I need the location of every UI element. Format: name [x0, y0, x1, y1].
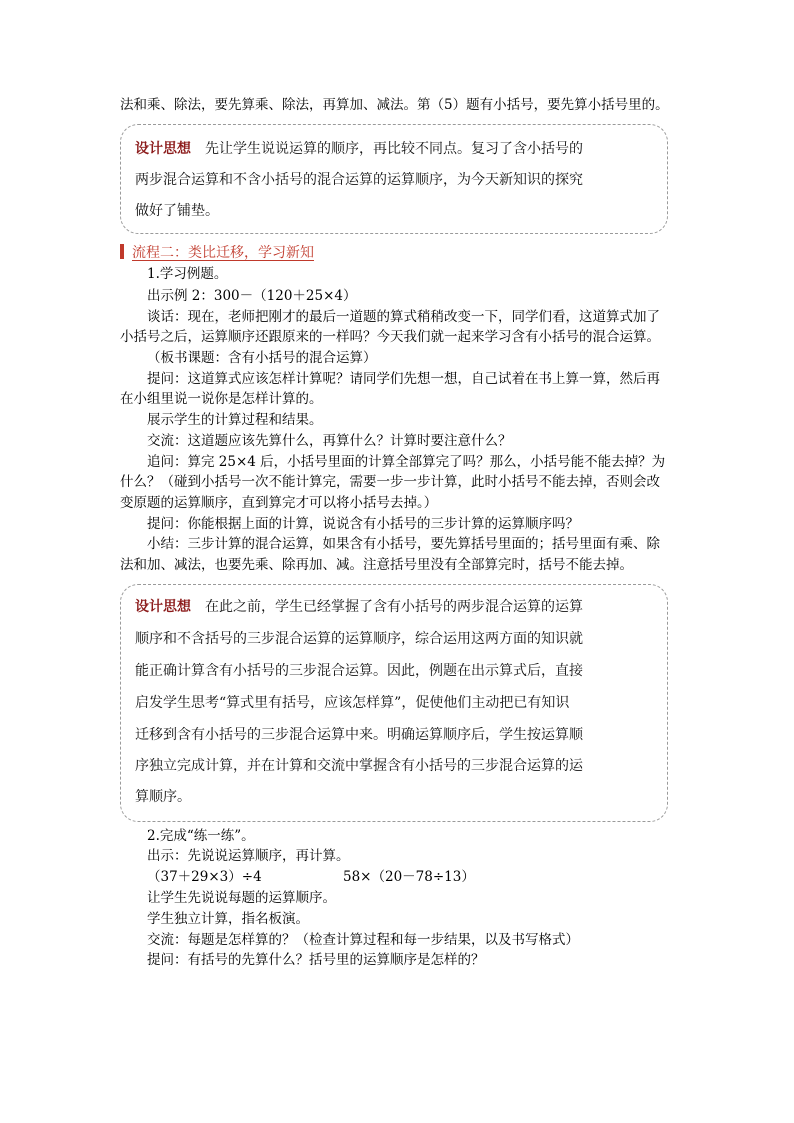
design-note-label: 设计思想	[135, 599, 191, 615]
section-heading-text: 流程二：类比迁移，学习新知	[132, 245, 314, 261]
paragraph-line: 法和加、减法，也要先乘、除再加、减。注意括号里没有全部算完时，括号不能去掉。	[120, 557, 633, 573]
design-note-line: 两步混合运算和不含小括号的混合运算的运算顺序，为今天新知识的探究	[135, 172, 583, 188]
paragraph-line: 交流：每题是怎样算的？（检查计算过程和每一步结果，以及书写格式）	[147, 932, 579, 948]
paragraph-line: 变原题的运算顺序，直到算完才可以将小括号去掉。）	[120, 495, 438, 511]
design-note-line: 迁移到含有小括号的三步混合运算中来。明确运算顺序后，学生按运算顺	[135, 727, 583, 743]
paragraph-line: 展示学生的计算过程和结果。	[147, 412, 323, 428]
design-note-line	[135, 138, 655, 160]
design-note-line: 做好了铺垫。	[135, 203, 219, 219]
heading-bar-icon	[120, 244, 124, 259]
paragraph-line: 谈话：现在，老师把刚才的最后一道题的算式稍稍改变一下，同学们看，这道算式加了	[147, 309, 660, 325]
design-note-box	[120, 584, 668, 822]
paragraph-line: 什么？（碰到小括号一次不能计算完，需要一步一步计算，此时小括号不能去掉，否则会改	[120, 474, 660, 490]
design-note-line	[135, 596, 655, 618]
design-note-label: 设计思想	[135, 141, 191, 157]
paragraph-line: 提问：有括号的先算什么？括号里的运算顺序是怎样的？	[147, 952, 485, 968]
paragraph-line: 1.学习例题。	[147, 266, 228, 282]
design-note-text: 先让学生说说运算的顺序，再比较不同点。复习了含小括号的	[205, 141, 583, 157]
paragraph-line: 出示例 2：300－（120＋25×4）	[147, 288, 357, 304]
paragraph-line: 提问：这道算式应该怎样计算呢？请同学们先想一想，自己试着在书上算一算，然后再	[147, 371, 660, 387]
paragraph-line: 交流：这道题应该先算什么，再算什么？计算时要注意什么？	[147, 433, 512, 449]
design-note-line: 序独立完成计算，并在计算和交流中掌握含有小括号的三步混合运算的运	[135, 758, 583, 774]
paragraph-line: 提问：你能根据上面的计算，说说含有小括号的三步计算的运算顺序吗？	[147, 516, 579, 532]
design-note-line: 顺序和不含括号的三步混合运算的运算顺序，综合运用这两方面的知识就	[135, 631, 583, 647]
design-note-text: 在此之前，学生已经掌握了含有小括号的两步混合运算的运算	[205, 599, 583, 615]
paragraph-line: 2.完成“练一练”。	[147, 828, 255, 844]
paragraph-line: 在小组里说一说你是怎样计算的。	[120, 391, 323, 407]
paragraph-line: （板书课题：含有小括号的混合运算）	[147, 350, 377, 366]
paragraph-line: 小括号之后，运算顺序还跟原来的一样吗？今天我们就一起来学习含有小括号的混合运算。	[120, 329, 660, 345]
section-heading	[120, 243, 314, 263]
exercise-expression: （37＋29×3）÷4	[147, 869, 262, 885]
paragraph-line: 学生独立计算，指名板演。	[147, 911, 309, 927]
design-note-box	[120, 124, 668, 234]
design-note-line: 算顺序。	[135, 789, 191, 805]
design-note-line: 能正确计算含有小括号的三步混合运算。因此，例题在出示算式后，直接	[135, 663, 583, 679]
design-note-line: 启发学生思考“算式里有括号，应该怎样算”，促使他们主动把已有知识	[135, 695, 570, 711]
paragraph-line: 让学生先说说每题的运算顺序。	[147, 890, 336, 906]
paragraph-line: 法和乘、除法，要先算乘、除法，再算加、减法。第（5）题有小括号，要先算小括号里的。	[120, 97, 669, 113]
paragraph-line: 小结：三步计算的混合运算，如果含有小括号，要先算括号里面的；括号里面有乘、除	[147, 536, 660, 552]
exercise-expression: 58×（20－78÷13）	[343, 869, 475, 885]
paragraph-line: 追问：算完 25×4 后，小括号里面的计算全部算完了吗？那么，小括号能不能去掉？为	[147, 454, 666, 470]
paragraph-line: 出示：先说说运算顺序，再计算。	[147, 848, 350, 864]
